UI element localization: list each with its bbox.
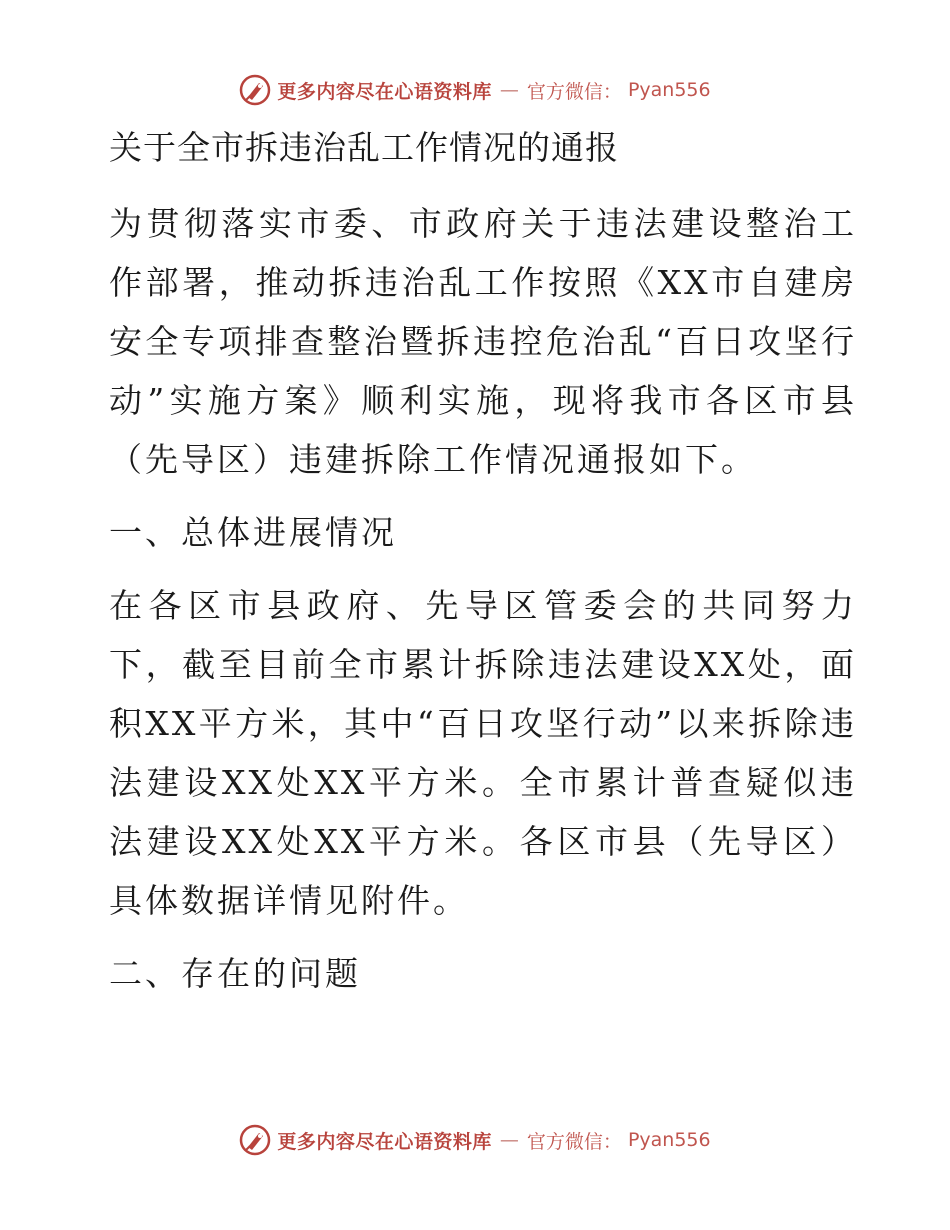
overall-progress-paragraph: 在各区市县政府、先导区管委会的共同努力下，截至目前全市累计拆除违法建设XX处，面积XX平方米，其中“百日攻坚行动”以来拆除违法建设XX处XX平方米。全市累计普查疑似违法建设XX处XX平方米。各区市县（先导区）具体数据详情见附件。 [109,586,857,920]
watermark-wechat-label: 官方微信： [526,1130,622,1153]
section-heading-overall-progress: 一、总体进展情况 [109,513,397,552]
header-watermark [0,70,950,110]
footer-watermark [0,1120,950,1160]
document-title: 关于全市拆违治乱工作情况的通报 [109,128,619,167]
watermark-brand: 更多内容尽在心语资料库 [277,1130,492,1153]
intro-paragraph: 为贯彻落实市委、市政府关于违法建设整治工作部署，推动拆违治乱工作按照《XX市自建房安全专项排查整治暨拆违控危治乱“百日攻坚行动”实施方案》顺利实施，现将我市各区市县（先导区）违建拆除工作情况通报如下。 [109,204,857,479]
document-body [97,120,857,1003]
watermark-wechat-label: 官方微信： [526,80,622,103]
watermark-brand: 更多内容尽在心语资料库 [277,80,492,103]
watermark-wechat-id: Pyan556 [627,1129,711,1151]
watermark-separator: — [499,79,519,101]
watermark-separator: — [499,1129,519,1151]
pen-nib-logo-icon [239,74,271,106]
pen-nib-logo-icon [239,1124,271,1156]
watermark-wechat-id: Pyan556 [627,79,711,101]
section-heading-existing-problems: 二、存在的问题 [109,954,361,993]
